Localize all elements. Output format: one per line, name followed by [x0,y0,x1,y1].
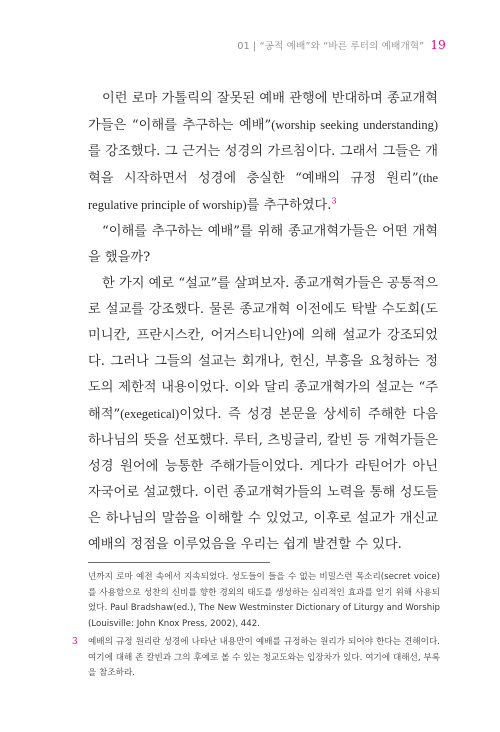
paragraph-1-part-c: 를 강조했다. 그 근거는 성경의 가르침이다. 그래서 그들은 개혁을 시작하면서 성경에 충실한 “예배의 규정 원리” [88,144,438,186]
footnote-3 [72,635,440,682]
page-number: 19 [430,38,446,52]
footnote-ref-3[interactable]: 3 [331,196,337,206]
paragraph-1-part-a: 이런 로마 가톨릭의 잘못된 예배 관행에 반대하며 종교개혁가들은 “이해를 추구하는 예배” [88,91,438,133]
body-text [88,86,438,558]
running-header [237,38,446,52]
paragraph-3 [88,271,438,558]
paragraph-1-part-e: 를 추구하였다. [246,198,332,213]
paragraph-2: “이해를 추구하는 예배”를 위해 종교개혁가들은 어떤 개혁을 했을까? [88,224,438,265]
footnote-divider [88,562,270,563]
paragraph-1-latin-a: (worship seeking understanding) [271,118,438,132]
running-title: 01 | “공적 예배”와 “바른 루터의 예배개혁” [237,41,425,52]
paragraph-3-part-c: 이었다. 즉 성경 본문을 상세히 주해한 다음 하나님의 뜻을 선포했다. 루터, 츠빙글리, 칼빈 등 개혁가들은 성경 원어에 능통한 주해가들이었다. 게다가 라틴어가 아닌 자국어로 설교했다. 이런 종교개혁가들의 노력을 통해 성도들은 하나님의 말씀을 이해할 수 있었고, 이후로 설교가 개신교 예배의 정점을 이루었음을 우리는 쉽게 발견할 수 있다. [88,407,438,552]
paragraph-3-part-a: 한 가지 예로 “설교”를 살펴보자. 종교개혁가들은 공통적으로 설교를 강조했다. 물론 종교개혁 이전에도 탁발 수도회(도미니칸, 프란시스칸, 어거스티니안)에 의해 설교가 강조되었다. 그러나 그들의 설교는 회개나, 헌신, 부흥을 요청하는 정도의 제한적 내용이었다. 이와 달리 종교개혁가의 설교는 “주해적” [88,276,438,422]
footnote-3-text: 예배의 규정 원리란 성경에 나타난 내용만이 예배를 규정하는 원리가 되어야 한다는 견해이다. 여기에 대해 존 칼빈과 그의 후예로 볼 수 있는 청교도와는 입장차가 있다. 여기에 대해선, 부록을 참조하라. [88,637,440,678]
paragraph-1-latin-b: (the regulative principle of worship) [88,171,438,212]
footnote-3-number: 3 [72,637,78,647]
footnotes [72,570,440,682]
paragraph-3-latin: (exegetical) [120,407,180,421]
footnote-continued: 넌까지 로마 예전 속에서 지속되었다. 성도들이 들을 수 없는 비밀스런 목소리(secret voice)를 사용함으로 성찬의 신비를 향한 경외의 태도를 생성하는 심리적인 효과를 얻기 위해 사용되었다. Paul Bradshaw(ed.), The New Westminster Dictionary of Liturgy and Worship (Louisville: John Knox Press, 2002), 442. [88,572,440,629]
paragraph-1 [88,86,438,219]
